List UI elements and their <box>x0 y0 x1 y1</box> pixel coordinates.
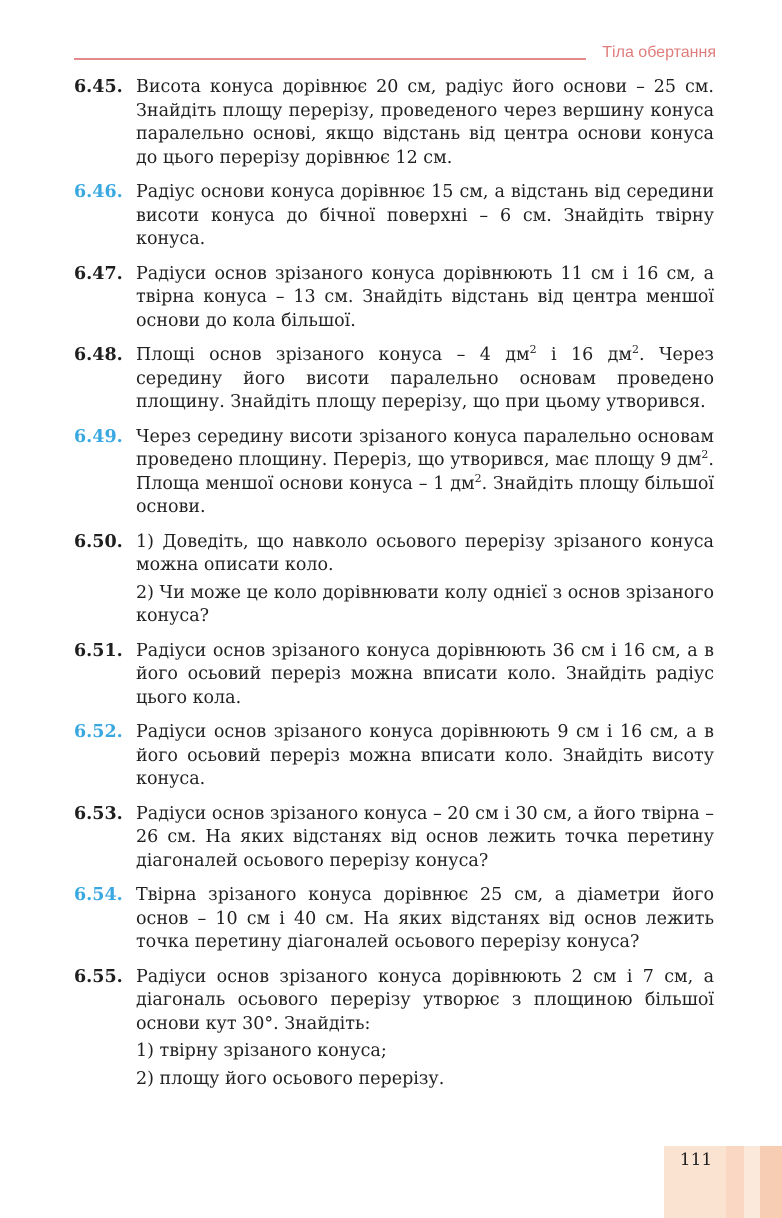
problem-6-48 <box>74 344 714 415</box>
problem-6-49 <box>74 426 714 520</box>
problem-6-50 <box>74 531 714 629</box>
problem-text: Радіуси основ зрізаного конуса дорівнюють 11 см і 16 см, а твірна конуса – 13 см. Знайдіть відстань від центра меншої основи до кола більшої. <box>136 263 714 331</box>
problem-number: 6.53. <box>74 803 123 824</box>
problem-text: Радіуси основ зрізаного конуса дорівнюють 2 см і 7 см, а діагональ осьового перерізу утворює з площиною більшої основи кут 30°. Знайдіть: 1) твірну зрізаного конуса; 2) площу його осьового перерізу. <box>136 966 714 1089</box>
problem-6-52 <box>74 721 714 792</box>
problem-number: 6.49. <box>74 426 123 447</box>
problem-6-53 <box>74 803 714 874</box>
problem-6-55 <box>74 966 714 1092</box>
problem-number: 6.55. <box>74 966 123 987</box>
problem-number: 6.45. <box>74 77 123 97</box>
problem-6-46 <box>74 181 714 252</box>
problem-6-51 <box>74 640 714 711</box>
header-rule <box>74 58 586 60</box>
problem-list <box>74 76 714 1102</box>
page-number: 111 <box>679 1150 713 1170</box>
problem-text: Радіуси основ зрізаного конуса дорівнюють 36 см і 16 см, а в його осьовий переріз можна вписати коло. Знайдіть радіус цього кола. <box>136 640 714 708</box>
problem-number: 6.50. <box>74 531 123 552</box>
problem-text: Площі основ зрізаного конуса – 4 $дм^2$ і 16 $дм^2$. Через середину його висоти паралельно основам проведено площину. Знайдіть площу перерізу, що при цьому утворився. <box>136 343 714 412</box>
section-title: Тіла обертання <box>602 44 716 61</box>
problem-6-54 <box>74 884 714 955</box>
problem-number: 6.54. <box>74 885 123 905</box>
problem-number: 6.46. <box>74 182 123 202</box>
problem-6-45 <box>74 76 714 170</box>
problem-text: Радіуси основ зрізаного конуса дорівнюють 9 см і 16 см, а в його осьовий переріз можна вписати коло. Знайдіть висоту конуса. <box>136 722 714 789</box>
problem-text: Твірна зрізаного конуса дорівнює 25 см, а діаметри його основ – 10 см і 40 см. На яких відстанях від основ лежить точка перетину діагоналей осьового перерізу конуса? <box>136 885 714 952</box>
problem-number: 6.47. <box>74 263 123 284</box>
problem-text: Радіус основи конуса дорівнює 15 см, а відстань від середини висоти конуса до бічної поверхні – 6 см. Знайдіть твірну конуса. <box>136 182 714 249</box>
problem-text: Радіуси основ зрізаного конуса – 20 см і 30 см, а його твірна – 26 см. На яких відстанях від основ лежить точка перетину діагоналей осьового перерізу конуса? <box>136 803 714 871</box>
problem-text: Висота конуса дорівнює 20 см, радіус його основи – 25 см. Знайдіть площу перерізу, проведеного через вершину конуса паралельно основі, якщо відстань від центра основи конуса до цього перерізу дорівнює 12 см. <box>136 77 714 168</box>
problem-6-47 <box>74 263 714 334</box>
problem-text: 1) Доведіть, що навколо осьового перерізу зрізаного конуса можна описати коло. 2) Чи може це коло дорівнювати колу однієї з основ зрізаного конуса? <box>136 531 714 626</box>
problem-number: 6.51. <box>74 640 123 661</box>
problem-number: 6.48. <box>74 345 123 365</box>
problem-text: Через середину висоти зрізаного конуса паралельно основам проведено площину. Переріз, що утворився, має площу 9 $дм^2$. Площа меншої основи конуса – 1 $дм^2$. Знайдіть площу більшої основи. <box>136 426 714 517</box>
problem-number: 6.52. <box>74 722 123 742</box>
